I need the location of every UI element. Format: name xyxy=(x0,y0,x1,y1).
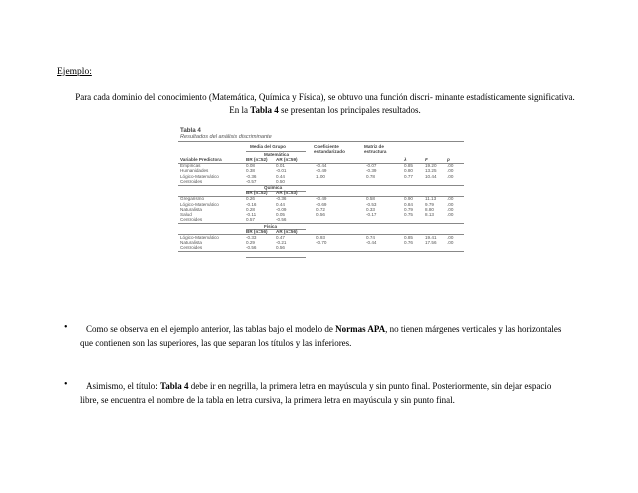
bullet-2-text-end: debe ir en negrilla, la primera letra en mayúscula y sin punto final. Posteriormente, sin dejar espacio libre, se encuentra el nombre de la tabla en letra cursiva, la primera letra en mayúscula y sin punto final. xyxy=(80,381,552,405)
row-coefficient: 0.56 xyxy=(316,212,325,218)
bullet-text-1 xyxy=(80,322,570,350)
group-ar-header: AR (n=53) xyxy=(276,190,298,196)
row-f: 19.41 xyxy=(425,234,437,240)
row-p: .00 xyxy=(447,173,454,179)
row-ar-mean: -0.21 xyxy=(276,240,287,245)
row-structure: -0.53 xyxy=(366,201,377,207)
intro-text-end: se presentan los principales resultados. xyxy=(280,104,421,115)
row-lambda: 0.75 xyxy=(404,212,413,218)
row-br-mean: -0.11 xyxy=(246,212,257,218)
bullet-1-text-end: , no tienen márgenes verticales y las horizontales que contienen son las superiores, las que separan los títulos y las inferiores. xyxy=(80,324,562,348)
group-ar-header: AR (n=59) xyxy=(276,157,298,162)
row-ar-mean: 0.56 xyxy=(276,245,285,251)
bullet-1-bold: Normas APA xyxy=(335,324,386,334)
row-lambda: 0.76 xyxy=(404,240,413,245)
table-rule xyxy=(178,185,464,186)
row-f: 8.13 xyxy=(425,212,434,218)
row-p: .00 xyxy=(447,168,454,174)
row-lambda: 0.84 xyxy=(404,201,413,207)
bullet-marker-1: • xyxy=(64,322,68,333)
row-br-mean: -0.33 xyxy=(246,234,257,240)
row-ar-mean: 0.47 xyxy=(276,234,285,240)
row-p: .00 xyxy=(447,240,454,245)
intro-text-start: Para cada dominio del conocimiento (Matemática, Química y Física), se obtuvo una función discri- minante estadísticamente significativa. En la xyxy=(75,92,575,115)
row-ar-mean: -0.36 xyxy=(276,196,287,202)
row-br-mean: 0.26 xyxy=(246,196,255,202)
row-ar-mean: -0.09 xyxy=(276,206,287,212)
row-ar-mean: 0.44 xyxy=(276,201,285,207)
header-lambda: λ xyxy=(404,157,407,162)
row-lambda: 0.80 xyxy=(404,168,413,174)
row-structure: 0.74 xyxy=(366,234,375,240)
row-lambda: 0.77 xyxy=(404,173,413,179)
row-lambda: 0.79 xyxy=(404,206,413,212)
row-f: 11.13 xyxy=(425,196,437,202)
row-variable: Naturalista xyxy=(180,206,202,212)
row-ar-mean: -0.01 xyxy=(276,168,287,174)
table-rule xyxy=(246,257,306,258)
intro-paragraph xyxy=(70,91,580,116)
row-structure: 0.33 xyxy=(366,206,375,212)
row-br-mean: 0.29 xyxy=(246,240,255,245)
row-p: .00 xyxy=(447,234,454,240)
row-br-mean: -0.36 xyxy=(246,173,257,179)
row-p: .00 xyxy=(447,163,454,168)
row-f: 10.44 xyxy=(425,173,437,179)
section-name: Matemática xyxy=(264,152,290,157)
row-variable: Humanidades xyxy=(180,168,209,174)
row-variable: Lógico-Matemático xyxy=(180,173,219,179)
header-structure-matrix: Matriz de estructura xyxy=(364,144,387,154)
table-rule xyxy=(178,223,464,224)
row-ar-mean: 0.44 xyxy=(276,173,285,179)
example-heading: Ejemplo: xyxy=(57,67,92,77)
table-caption-title: Tabla 4 xyxy=(180,127,201,134)
row-variable: Centroides xyxy=(180,178,203,184)
row-ar-mean: 0.01 xyxy=(276,163,285,168)
table-caption-subtitle: Resultados del análisis discriminante xyxy=(180,134,272,140)
row-coefficient: -0.69 xyxy=(316,201,327,207)
row-f: 17.56 xyxy=(425,240,437,245)
bullet-2-text-start: Asimismo, el título: xyxy=(86,381,158,391)
row-variable: Empíricas xyxy=(180,163,201,168)
row-coefficient: 1.00 xyxy=(316,173,325,179)
group-br-header: BR (n=52) xyxy=(246,190,268,196)
row-p: .00 xyxy=(447,201,454,207)
row-ar-mean: -0.56 xyxy=(276,217,287,223)
row-coefficient: -0.49 xyxy=(316,196,327,202)
row-structure: 0.58 xyxy=(366,196,375,202)
row-structure: -0.17 xyxy=(366,212,377,218)
results-table-image xyxy=(178,127,464,273)
row-f: 8.80 xyxy=(425,206,434,212)
row-br-mean: 0.57 xyxy=(246,217,255,223)
row-coefficient: -0.44 xyxy=(316,163,327,168)
row-structure: 0.78 xyxy=(366,173,375,179)
row-coefficient: -0.49 xyxy=(316,168,327,174)
row-p: .00 xyxy=(447,206,454,212)
bullet-marker-2: • xyxy=(64,379,68,390)
section-name: Física xyxy=(264,223,278,229)
bullet-2-bold: Tabla 4 xyxy=(160,381,189,391)
header-std-coefficient: Coeficiente estandarizado xyxy=(314,144,345,154)
row-f: 13.25 xyxy=(425,168,437,174)
row-variable: Centroides xyxy=(180,245,203,251)
table-rule xyxy=(178,251,464,252)
section-name: Química xyxy=(264,185,283,191)
row-lambda: 0.85 xyxy=(404,163,413,168)
row-coefficient: -0.70 xyxy=(316,240,327,245)
header-predictor-variable: Variable Predictora xyxy=(180,157,222,162)
group-br-header: BR (n=52) xyxy=(246,157,268,162)
row-variable: Lógico-Matemático xyxy=(180,201,219,207)
row-p: .00 xyxy=(447,196,454,202)
row-variable: Gregarismo xyxy=(180,196,204,202)
row-lambda: 0.85 xyxy=(404,234,413,240)
row-variable: Salud xyxy=(180,212,192,218)
row-structure: -0.07 xyxy=(366,163,377,168)
row-structure: -0.44 xyxy=(366,240,377,245)
row-variable: Centroides xyxy=(180,217,203,223)
bullet-1-text-start: Como se observa en el ejemplo anterior, las tablas bajo el modelo de xyxy=(86,324,333,334)
row-br-mean: -0.57 xyxy=(246,178,257,184)
header-p: p xyxy=(447,157,450,162)
row-f: 19.20 xyxy=(425,163,437,168)
row-br-mean: 0.08 xyxy=(246,163,255,168)
row-coefficient: 0.93 xyxy=(316,234,325,240)
row-f: 9.79 xyxy=(425,201,434,207)
header-group-mean: Media del Grupo xyxy=(250,144,286,149)
row-ar-mean: 0.05 xyxy=(276,212,285,218)
row-lambda: 0.90 xyxy=(404,196,413,202)
row-br-mean: -0.56 xyxy=(246,245,257,251)
bullet-text-2 xyxy=(80,379,570,407)
row-br-mean: -0.16 xyxy=(246,201,257,207)
row-coefficient: 0.72 xyxy=(316,206,325,212)
row-variable: Lógico-Matemático xyxy=(180,234,219,240)
row-ar-mean: 0.50 xyxy=(276,178,285,184)
group-ar-header: AR (n=56) xyxy=(276,228,298,234)
row-variable: Naturalista xyxy=(180,240,202,245)
header-f: F xyxy=(425,157,428,162)
table-rule xyxy=(178,141,464,142)
row-structure: -0.39 xyxy=(366,168,377,174)
row-p: .00 xyxy=(447,212,454,218)
row-br-mean: 0.28 xyxy=(246,206,255,212)
group-br-header: BR (n=56) xyxy=(246,228,268,234)
intro-table-reference: Tabla 4 xyxy=(250,104,279,115)
row-br-mean: 0.38 xyxy=(246,168,255,174)
